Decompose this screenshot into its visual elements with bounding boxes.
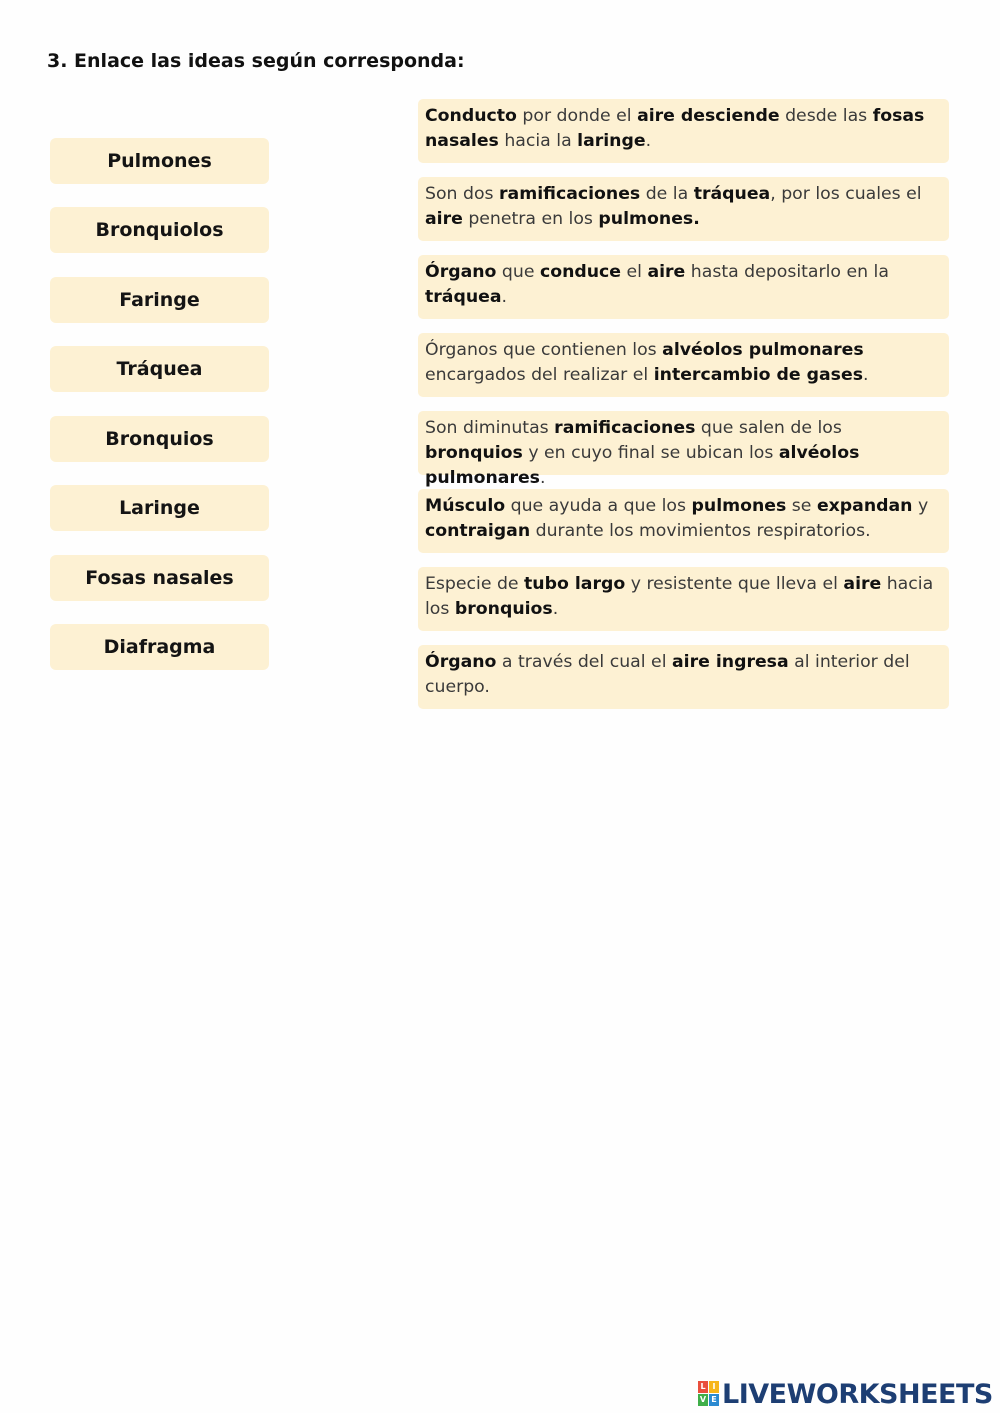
desc-text: alvéolos pulmonares [425,443,860,488]
desc-text: . [862,365,869,385]
desc-text: aire [647,262,686,282]
desc-text: alvéolos pulmonares [662,340,864,360]
desc-text: pulmones. [598,209,700,229]
desc-text: aire [843,574,882,594]
liveworksheets-logo-icon [698,1381,720,1407]
desc-text: ramificaciones [554,418,696,438]
desc-text: Conducto [425,106,517,126]
desc-text: expandan [816,496,913,516]
desc-text: Son diminutas [425,418,555,438]
desc-text: aire desciende [637,106,780,126]
desc-text: al interior del cuerpo. [425,652,910,697]
logo-letter: L [698,1381,708,1393]
logo-letter: E [709,1394,719,1406]
desc-text: por donde el [516,106,638,126]
desc-text: de la [640,184,694,204]
desc-text: tráquea [425,287,502,307]
description-box-6[interactable] [418,489,949,553]
desc-text: tubo largo [524,574,626,594]
liveworksheets-logo-text: LIVEWORKSHEETS [722,1378,993,1410]
term-box-laringe[interactable]: Laringe [50,485,269,531]
desc-text: Órganos que contienen los [425,340,663,360]
desc-text: aire [425,209,463,229]
desc-text: Músculo [425,496,506,516]
term-box-bronquios[interactable]: Bronquios [50,416,269,462]
term-box-fosas-nasales[interactable]: Fosas nasales [50,555,269,601]
logo-letter: I [709,1381,719,1393]
desc-text: y [912,496,929,516]
exercise-title: 3. Enlace las ideas según corresponda: [47,50,465,72]
desc-text: Órgano [425,652,497,672]
description-box-4[interactable] [418,333,949,397]
description-box-8[interactable] [418,645,949,709]
desc-text: penetra en los [462,209,599,229]
desc-text: Órgano [425,262,497,282]
desc-text: . [645,131,652,151]
desc-text: a través del cual el [496,652,672,672]
desc-text: durante los movimientos respiratorios. [530,521,871,541]
description-box-1[interactable] [418,99,949,163]
desc-text: aire ingresa [672,652,789,672]
desc-text: Son dos [425,184,500,204]
logo-letter: V [699,1395,707,1404]
desc-text: que ayuda a que los [505,496,692,516]
desc-text: conduce [539,262,622,282]
desc-text: intercambio de gases [653,365,863,385]
term-box-faringe[interactable]: Faringe [50,277,269,323]
desc-text: y resistente que lleva el [625,574,844,594]
desc-text: Especie de [425,574,525,594]
desc-text: hasta depositarlo en la [685,262,889,282]
desc-text: que salen de los [695,418,842,438]
desc-text: . [552,599,559,619]
desc-text: . [539,468,546,488]
desc-text: encargados del realizar el [425,365,654,385]
description-box-7[interactable] [418,567,949,631]
desc-text: bronquios [454,599,553,619]
term-box-pulmones[interactable]: Pulmones [50,138,269,184]
desc-text: ramificaciones [499,184,641,204]
desc-text: y en cuyo final se ubican los [522,443,779,463]
desc-text: hacia la [498,131,578,151]
description-box-2[interactable] [418,177,949,241]
desc-text: . [501,287,507,307]
desc-text: se [786,496,817,516]
desc-text: pulmones [691,496,787,516]
desc-text: bronquios [425,443,523,463]
desc-text: laringe [577,131,646,151]
desc-text: hacia los [425,574,934,619]
desc-text: contraigan [425,521,531,541]
desc-text: tráquea [693,184,771,204]
liveworksheets-logo [698,1378,993,1410]
term-box-bronquiolos[interactable]: Bronquiolos [50,207,269,253]
desc-text: fosas nasales [425,106,925,151]
desc-text: , por los cuales el [770,184,922,204]
term-box-traquea[interactable]: Tráquea [50,346,269,392]
desc-text: el [621,262,648,282]
description-box-3[interactable] [418,255,949,319]
desc-text: que [496,262,540,282]
desc-text: desde las [779,106,873,126]
description-box-5[interactable] [418,411,949,488]
term-box-diafragma[interactable]: Diafragma [50,624,269,670]
